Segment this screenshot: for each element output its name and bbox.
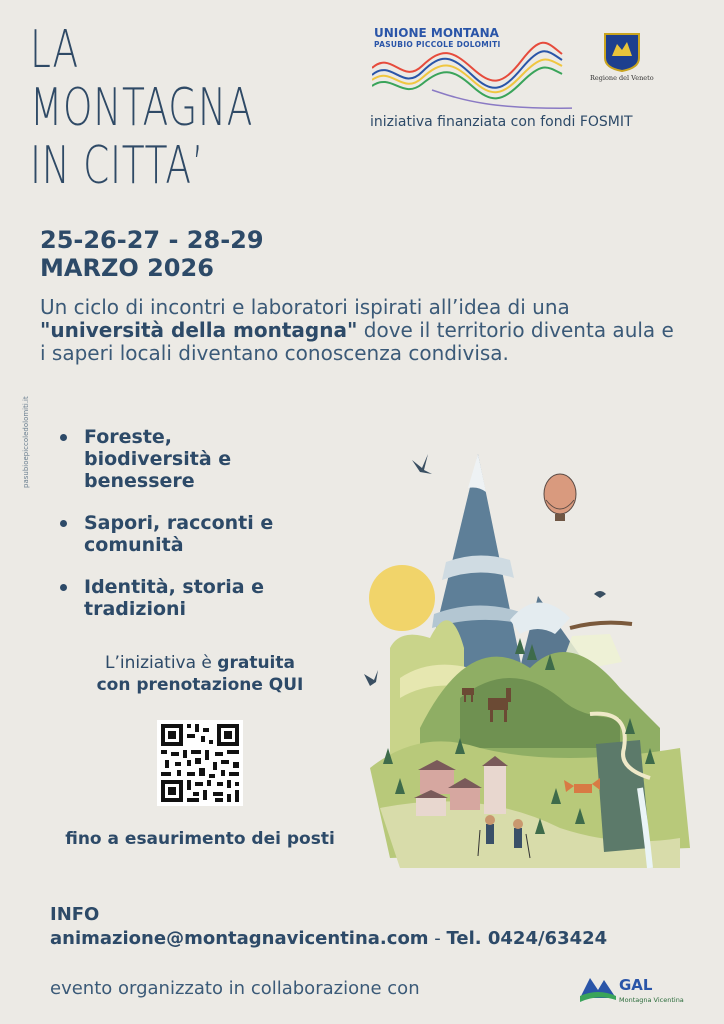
title-line-2: MONTAGNA (30, 78, 254, 138)
funding-note: iniziativa finanziata con fondi FOSMIT (370, 114, 633, 130)
intro-highlight: "università della montagna" (40, 318, 358, 342)
side-url: pasubioepiccoledolomiti.it (22, 396, 30, 488)
unione-subtitle: PASUBIO PICCOLE DOLOMITI (374, 40, 501, 49)
mountain-illustration-svg (360, 448, 700, 878)
gal-name: GAL (619, 976, 653, 994)
title-line-3: IN CITTA’ (30, 136, 205, 196)
title-line-1: LA (30, 20, 79, 80)
topic-label: Identità, storia e tradizioni (84, 576, 265, 620)
regione-label: Regione del Veneto (590, 74, 654, 82)
info-phone[interactable]: Tel. 0424/63424 (446, 928, 608, 949)
gal-subtitle: Montagna Vicentina (619, 996, 684, 1004)
bird-icon (594, 591, 606, 598)
qr-code-icon (157, 720, 243, 806)
availability-note: fino a esaurimento dei posti (65, 829, 335, 849)
gal-logo-icon (578, 970, 618, 1006)
intro-part1: Un ciclo di incontri e laboratori ispirati all’idea di una (40, 295, 570, 319)
bullet-icon (60, 520, 67, 527)
info-email-link[interactable]: animazione@montagnavicentina.com (50, 928, 429, 949)
topic-item (62, 576, 294, 620)
info-line (50, 928, 607, 949)
bird-icon (412, 454, 432, 474)
info-label: INFO (50, 904, 100, 925)
event-month-year: MARZO 2026 (40, 254, 214, 282)
intro-part2: dove il territorio diventa aula e i saperi locali diventano conoscenza condivisa. (40, 318, 674, 365)
booking-note (60, 652, 340, 696)
intro-paragraph (40, 296, 680, 365)
sun-icon (369, 565, 435, 631)
bullet-icon (60, 434, 67, 441)
mountain-illustration (360, 448, 700, 878)
info-separator: - (428, 928, 447, 949)
hot-air-balloon-icon (544, 474, 576, 521)
topic-item (62, 426, 294, 492)
bullet-icon (60, 584, 67, 591)
event-dates (40, 226, 264, 282)
rope-bridge (570, 623, 632, 628)
booking-link[interactable]: con prenotazione QUI (96, 675, 304, 695)
event-days: 25-26-27 - 28-29 (40, 226, 264, 254)
topic-label: Foreste, biodiversità e benessere (84, 426, 232, 492)
topic-item (62, 512, 284, 556)
regione-veneto-crest-icon (603, 32, 641, 72)
unione-name: UNIONE MONTANA (374, 26, 499, 40)
booking-free: gratuita (217, 653, 295, 673)
booking-prefix: L’iniziativa è (105, 653, 218, 673)
qr-code[interactable] (157, 720, 243, 806)
bird-icon (364, 670, 378, 686)
collaboration-note: evento organizzato in collaborazione con (50, 978, 420, 999)
topic-label: Sapori, racconti e comunità (84, 512, 274, 556)
